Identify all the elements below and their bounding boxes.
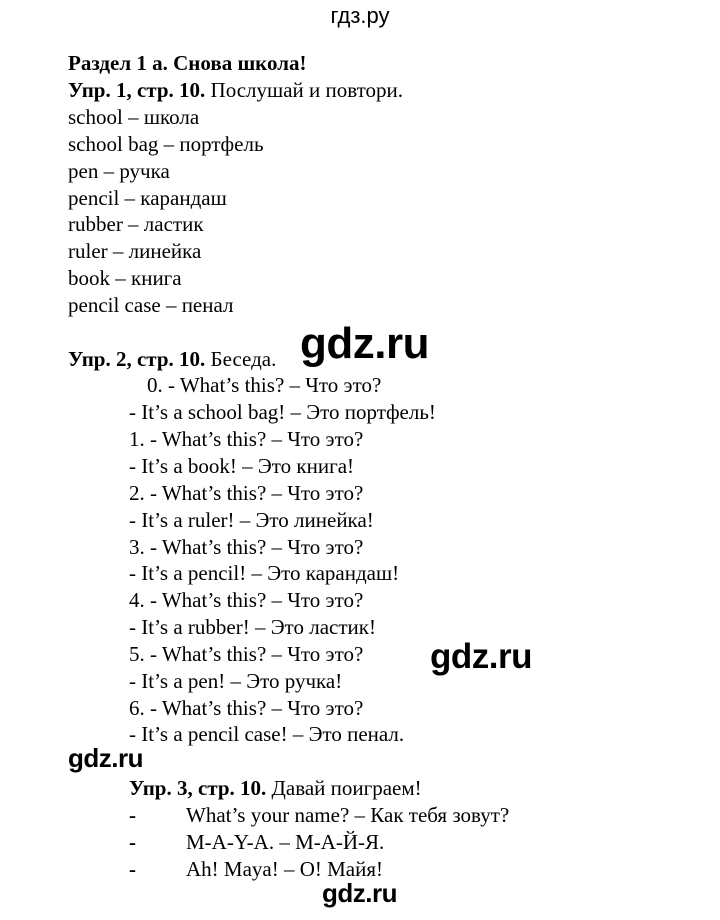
dialogue-line: 3. - What’s this? – Что это? — [129, 535, 364, 559]
watermark: gdz.ru — [300, 319, 429, 368]
list-bullet: - — [129, 830, 136, 854]
watermark: gdz.ru — [322, 878, 397, 908]
site-header: гдз.ру — [330, 3, 390, 28]
section-title: Раздел 1 а. Снова школа! — [68, 51, 307, 75]
dialogue-line: 2. - What’s this? – Что это? — [129, 481, 364, 505]
dialogue-line: - It’s a school bag! – Это портфель! — [129, 400, 436, 424]
exercise-3-instruction: Давай поиграем! — [271, 776, 422, 800]
dialogue-line: 6. - What’s this? – Что это? — [129, 696, 364, 720]
dialogue-line: 5. - What’s this? – Что это? — [129, 642, 364, 666]
vocab-line: book – книга — [68, 266, 182, 290]
exercise-2-heading — [68, 346, 276, 372]
list-bullet: - — [129, 803, 136, 827]
dialogue-line: 1. - What’s this? – Что это? — [129, 427, 364, 451]
exercise-1-label: Упр. 1, стр. 10. — [68, 78, 206, 102]
vocab-line: pen – ручка — [68, 159, 170, 183]
exercise-2-instruction: Беседа. — [210, 347, 277, 371]
game-line: What’s your name? – Как тебя зовут? — [186, 803, 510, 827]
dialogue-line: - It’s a rubber! – Это ластик! — [129, 615, 376, 639]
vocab-line: ruler – линейка — [68, 239, 202, 263]
dialogue-line: - It’s a pen! – Это ручка! — [129, 669, 343, 693]
vocab-line: school – школа — [68, 105, 200, 129]
watermark: gdz.ru — [430, 637, 532, 676]
dialogue-line: 0. - What’s this? – Что это? — [147, 373, 382, 397]
exercise-3-label: Упр. 3, стр. 10. — [129, 776, 267, 800]
vocab-line: pencil case – пенал — [68, 293, 234, 317]
exercise-1-heading — [68, 77, 403, 103]
exercise-1-instruction: Послушай и повтори. — [210, 78, 404, 102]
exercise-2-label: Упр. 2, стр. 10. — [68, 347, 206, 371]
list-bullet: - — [129, 857, 136, 881]
dialogue-line: - It’s a book! – Это книга! — [129, 454, 355, 478]
game-line: M-A-Y-A. – М-А-Й-Я. — [186, 830, 385, 854]
vocab-line: school bag – портфель — [68, 132, 264, 156]
vocab-line: rubber – ластик — [68, 212, 204, 236]
vocab-line: pencil – карандаш — [68, 186, 227, 210]
dialogue-line: - It’s a ruler! – Это линейка! — [129, 508, 374, 532]
dialogue-line: 4. - What’s this? – Что это? — [129, 588, 364, 612]
game-line: Ah! Maya! – О! Майя! — [186, 857, 384, 881]
dialogue-line: - It’s a pencil case! – Это пенал. — [129, 722, 405, 746]
dialogue-line: - It’s a pencil! – Это карандаш! — [129, 561, 400, 585]
exercise-3-heading — [129, 775, 422, 801]
watermark: gdz.ru — [68, 743, 143, 773]
